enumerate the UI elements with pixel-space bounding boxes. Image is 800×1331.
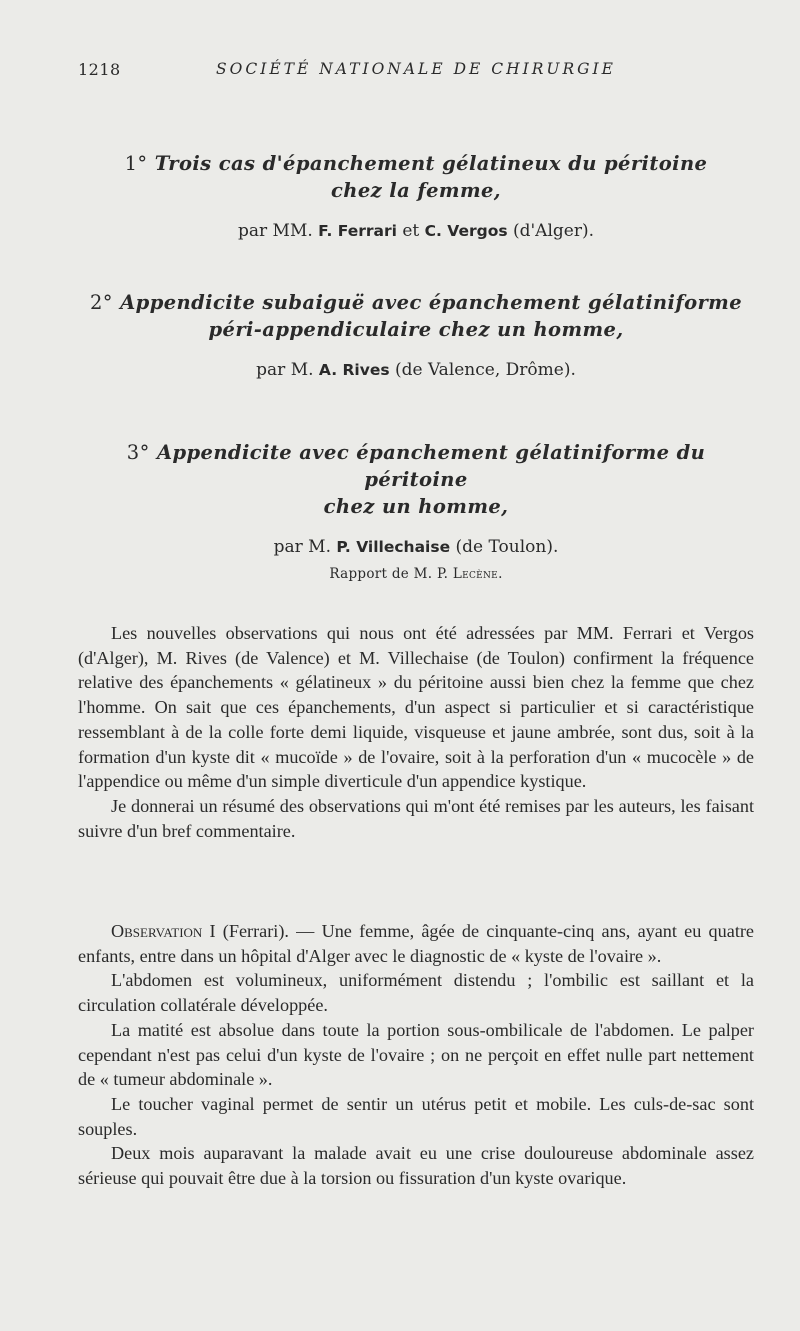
article-2 [78,289,754,380]
article-number: 2° [89,291,113,314]
observation-label: Observation [111,921,203,941]
page-number: 1218 [78,60,121,79]
byline-prefix: par MM. [237,221,319,241]
running-head: SOCIÉTÉ NATIONALE DE CHIRURGIE [216,60,616,78]
article-3 [78,439,754,557]
article-1 [78,150,754,241]
author-name: C. Vergos [424,222,508,240]
article-title-line-2: chez un homme, [323,495,509,518]
byline-prefix: par M. [256,360,319,380]
article-title-line-1: Trois cas d'épanchement gélatineux du péritoine [154,152,708,175]
article-title-line-1: Appendicite avec épanchement gélatiniforme du péritoine [156,441,706,491]
article-byline [78,221,754,241]
byline-affiliation: (de Toulon). [450,537,559,557]
article-title [78,289,754,343]
report-attribution [78,566,754,582]
paragraph: La matité est absolue dans toute la portion sous-ombilicale de l'abdomen. Le palper cependant n'est pas celui d'un kyste de l'ovaire ; on ne perçoit en effet nulle part nettement de « tumeur abdominale ». [78,1019,754,1090]
observation-text [78,919,754,1191]
article-title-line-1: Appendicite subaiguë avec épanchement gélatiniforme [120,291,743,314]
observation-text: I (Ferrari). — Une femme, âgée de cinquante-cinq ans, ayant eu quatre enfants, entre dans un hôpital d'Alger avec le diagnostic de « kyste de l'ovaire ». [78,921,754,966]
observation-paragraph [78,919,754,968]
article-number: 3° [126,441,150,464]
report-suffix: . [498,566,503,582]
paragraph: Je donnerai un résumé des observations qui m'ont été remises par les auteurs, les faisant suivre d'un bref commentaire. [78,795,754,841]
article-byline [78,537,754,557]
paragraph: Le toucher vaginal permet de sentir un utérus petit et mobile. Les culs-de-sac sont souples. [78,1093,754,1139]
article-title [78,150,754,204]
author-name: F. Ferrari [318,222,397,240]
article-byline [78,360,754,380]
page-header [78,60,754,84]
byline-affiliation: (d'Alger). [507,221,594,241]
article-title-line-2: péri-appendiculaire chez un homme, [208,318,624,341]
author-name: A. Rives [318,361,390,379]
article-number: 1° [124,152,148,175]
byline-conjunction: et [396,221,425,241]
reporter-name: Lecène [452,566,499,582]
article-title [78,439,754,520]
author-name: P. Villechaise [336,538,451,556]
article-title-line-2: chez la femme, [330,179,501,202]
paragraph: Les nouvelles observations qui nous ont été adressées par MM. Ferrari et Vergos (d'Alger), M. Rives (de Valence) et M. Villechaise (de Toulon) confirment la fréquence relative des épanchements « gélatineux » du péritoine aussi bien chez la femme que chez l'homme. On sait que ces épanchements, d'un aspect si particulier et si caractéristique ressemblant à de la colle forte demi liquide, visqueuse et jaune ambrée, sont dus, soit à la formation d'un kyste dit « mucoïde » de l'ovaire, soit à la perforation d'un « mucocèle » de l'appendice ou même d'un simple diverticule d'un appendice kystique. [78,623,754,792]
byline-affiliation: (de Valence, Drôme). [389,360,576,380]
paragraph: Deux mois auparavant la malade avait eu une crise douloureuse abdominale assez sérieuse qui pouvait être due à la torsion ou fissuration d'un kyste ovarique. [78,1143,754,1189]
intro-text [78,621,754,843]
byline-prefix: par M. [273,537,337,557]
report-prefix: Rapport de M. P. [329,566,453,582]
paragraph: L'abdomen est volumineux, uniformément distendu ; l'ombilic est saillant et la circulation collatérale développée. [78,970,754,1016]
